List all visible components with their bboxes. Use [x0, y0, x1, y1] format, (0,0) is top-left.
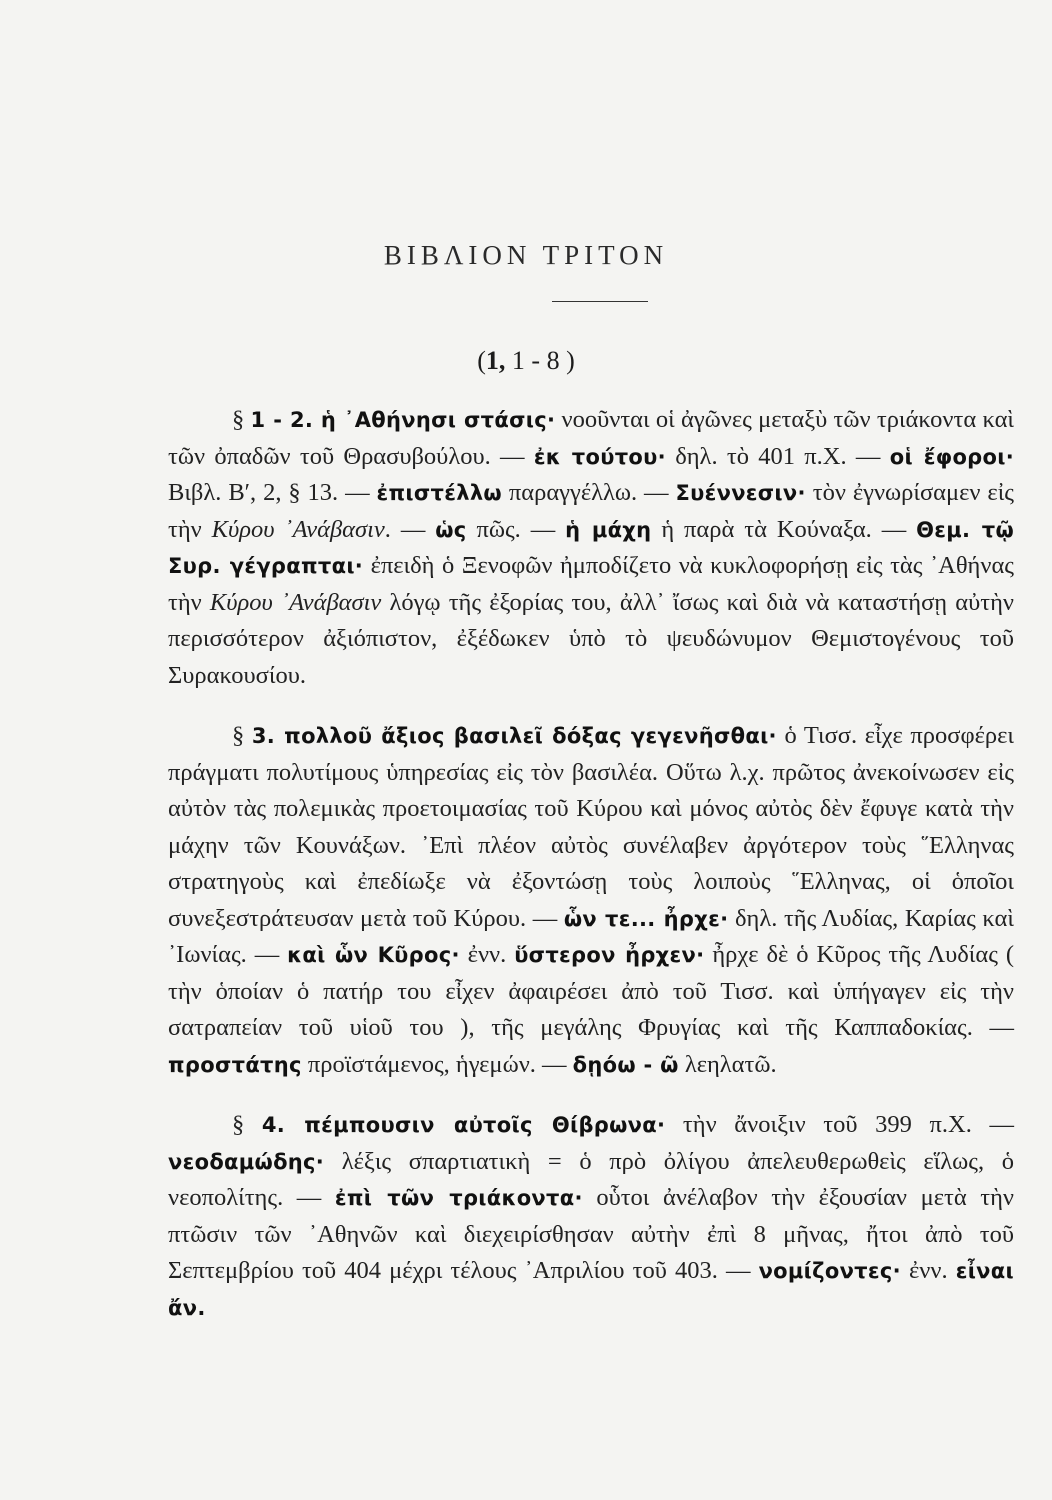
lemma: ἡ μάχη — [565, 517, 652, 542]
gloss-text: Βιβλ. Β′, 2, § 13. — — [168, 479, 377, 506]
gloss-text: προϊστάμενος, ἡγεμών. — — [301, 1050, 573, 1078]
gloss-text: τὴν ἄνοιξιν τοῦ 399 π.Χ. — — [665, 1111, 1014, 1138]
lemma: Συέννεσιν· — [675, 481, 806, 505]
gloss-text: λεηλατῶ. — [678, 1050, 777, 1078]
section-mark: § — [232, 406, 251, 433]
lemma: εἶναι ἄν. — [168, 1259, 1014, 1320]
gloss-text: δηλ. τὸ 401 π.Χ. — — [665, 442, 890, 470]
chapter-number: 1, — [485, 346, 506, 375]
work-title: Κύρου ᾿Ανάβασιν — [209, 588, 382, 616]
lemma: 1 - 2. ἡ ᾿Αθήνησι στάσις· — [250, 408, 556, 432]
gloss-text: . — — [384, 515, 436, 543]
lemma: ἐπιστέλλω — [376, 481, 502, 505]
gloss-text: νοοῦνται οἱ ἀγῶνες μεταξὺ τῶν τριάκοντα καὶ τῶν ὀπαδῶν τοῦ Θρασυβούλου. — — [168, 406, 1015, 470]
title-divider — [552, 301, 648, 302]
lemma: δῃόω - ῶ — [572, 1052, 679, 1077]
lemma: ὧν τε... ἦρχε· — [563, 906, 729, 931]
gloss-text: λόγῳ τῆς ἐξορίας του, ἀλλ᾿ ἴσως καὶ διὰ νὰ καταστήσῃ αὐτὴν περισσότερον ἀξιόπιστον, ἐξέδωκεν ὑπὸ τὸ ψευδώνυμον Θεμιστογένους τοῦ Συρακουσίου. — [168, 588, 1014, 689]
commentary-section — [168, 1107, 1014, 1326]
gloss-text: ἡ παρὰ τὰ Κούναξα. — — [651, 515, 917, 543]
gloss-text: οὗτοι ἀνέλαβον τὴν ἐξουσίαν μετὰ τὴν πτῶσιν τῶν ᾿Αθηνῶν καὶ διεχειρίσθησαν αὐτὴν ἐπὶ 8 μῆνας, ἤτοι ἀπὸ τοῦ Σεπτεμβρίου τοῦ 404 μέχρι τέλους ᾿Απριλίου τοῦ 403. — — [168, 1184, 1014, 1284]
gloss-text: ἐπειδὴ ὁ Ξενοφῶν ἠμποδίζετο νὰ κυκλοφορήσῃ εἰς τὰς ᾿Αθήνας τὴν — [168, 552, 1014, 616]
gloss-text: παραγγέλλω. — — [501, 479, 676, 506]
lemma: Θεμ. τῷ Συρ. γέγραπται· — [168, 517, 1014, 578]
lemma: καὶ ὧν Κῦρος· — [287, 943, 460, 967]
chapter-open-paren: ( — [477, 346, 486, 375]
section-mark: § — [232, 722, 252, 749]
lemma: προστάτης — [168, 1052, 302, 1077]
lemma: 4. πέμπουσιν αὐτοῖς Θίβρωνα· — [261, 1113, 666, 1137]
lemma: νεοδαμώδης· — [168, 1149, 325, 1174]
commentary-section — [168, 718, 1014, 1083]
commentary-body — [168, 402, 1014, 1350]
chapter-reference — [0, 346, 1052, 376]
lemma: ἐκ τούτου· — [533, 444, 666, 469]
book-title: ΒΙΒΛΙΟΝ ΤΡΙΤΟΝ — [383, 240, 669, 270]
chapter-range: 1 - 8 ) — [505, 346, 575, 375]
gloss-text: λέξις σπαρτιατικὴ = ὁ πρὸ ὀλίγου ἀπελευθερωθεὶς εἵλως, ὁ νεοπολίτης. — — [168, 1147, 1014, 1211]
lemma: 3. πολλοῦ ἄξιος βασιλεῖ δόξας γεγενῆσθαι· — [251, 724, 777, 748]
gloss-text: ἐνν. — [459, 941, 515, 968]
commentary-section — [168, 402, 1014, 694]
gloss-text: ὁ Τισσ. εἶχε προσφέρει πράγματι πολυτίμους ὑπηρεσίας εἰς τὸν βασιλέα. Οὕτω λ.χ. πρῶτος ἀνεκοίνωσεν εἰς αὐτὸν τὰς πολεμικὰς προετοιμασίας τοῦ Κύρου καὶ μόνος αὐτὸς δὲν ἔφυγε κατὰ τὴν μάχην τῶν Κουνάξων. ᾿Επὶ πλέον αὐτὸς συνέλαβεν ἀργότερον τοὺς ῞Ελληνας στρατηγοὺς καὶ ἐπεδίωξε νὰ ἐξοντώσῃ τοὺς λοιποὺς ῞Ελληνας, οἱ ὁποῖοι συνεξεστράτευσαν μετὰ τοῦ Κύρου. — — [168, 722, 1015, 932]
lemma: οἱ ἔφοροι· — [889, 444, 1014, 469]
lemma: ὡς — [435, 517, 467, 542]
gloss-text: ἐνν. — [900, 1257, 956, 1284]
gloss-text: πῶς. — — [466, 515, 566, 543]
section-mark: § — [232, 1111, 262, 1138]
gloss-text: τὸν ἐγνωρίσαμεν εἰς τὴν — [168, 479, 1015, 543]
lemma: νομίζοντες· — [758, 1259, 901, 1283]
lemma: ἐπὶ τῶν τριάκοντα· — [334, 1186, 583, 1210]
gloss-text: δηλ. τῆς Λυδίας, Καρίας καὶ ᾿Ιωνίας. — — [168, 904, 1014, 968]
gloss-text: ἦρχε δὲ ὁ Κῦρος τῆς Λυδίας ( τὴν ὁποίαν ὁ πατήρ του εἶχεν ἀφαιρέσει ἀπὸ τοῦ Τισσ. καὶ ὑπήγαγεν εἰς τὴν σατραπείαν τοῦ υἱοῦ του ), τῆς μεγάλης Φρυγίας καὶ τῆς Καππαδοκίας. — — [168, 941, 1014, 1041]
lemma: ὕστερον ἦρχεν· — [514, 943, 705, 967]
work-title: Κύρου ᾿Ανάβασιν — [211, 515, 385, 543]
